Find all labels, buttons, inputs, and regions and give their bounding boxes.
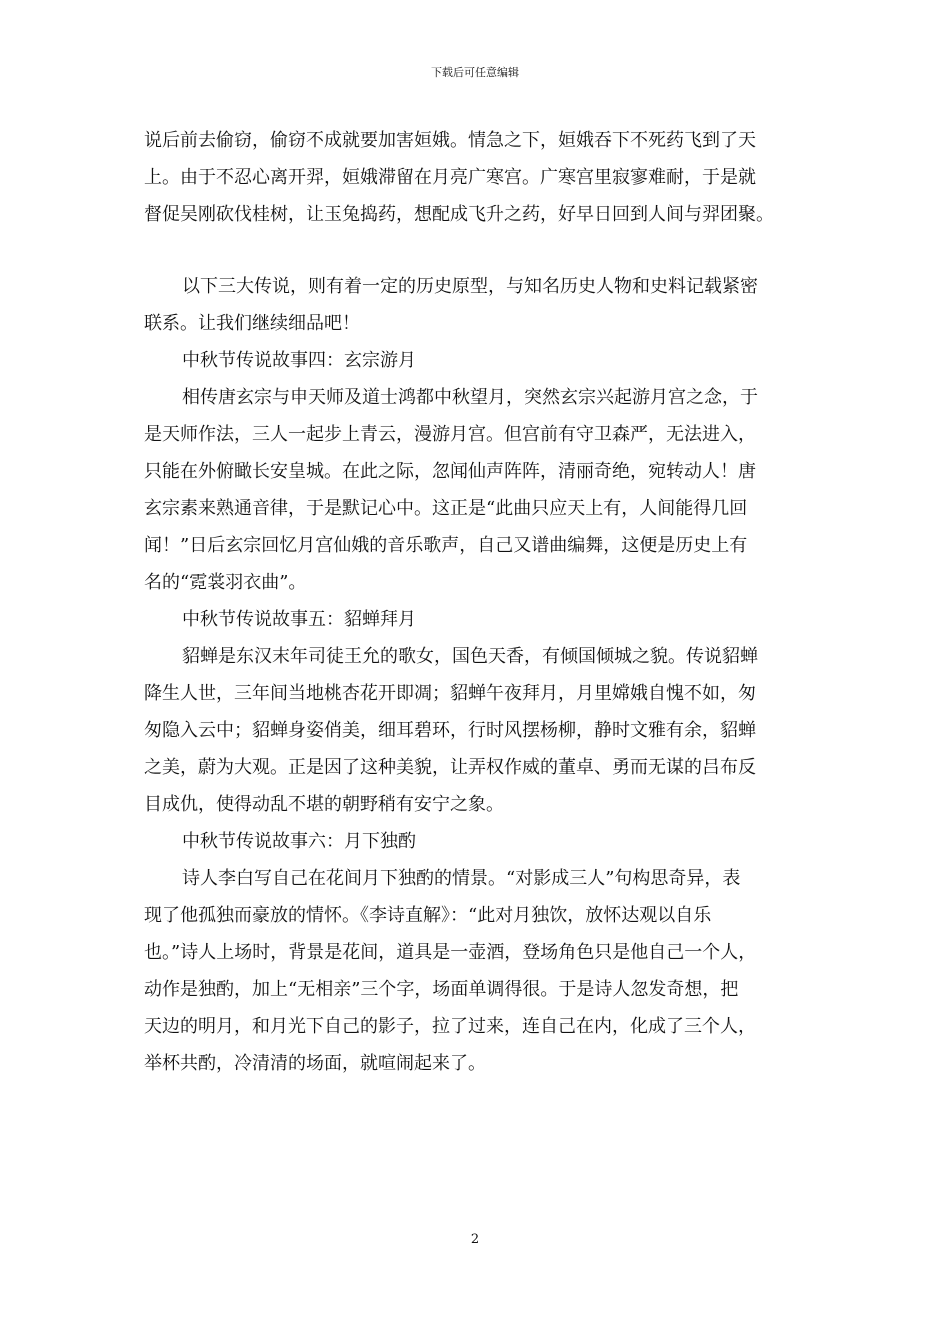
story-4-line: 相传唐玄宗与申天师及道士鸿都中秋望月，突然玄宗兴起游月宫之念，于 bbox=[182, 387, 758, 408]
story-6-line: 天边的明月，和月光下自己的影子，拉了过来，连自己在内，化成了三个人， bbox=[144, 1016, 756, 1037]
story-5-line: 匆隐入云中；貂蝉身姿俏美，细耳碧环，行时风摆杨柳，静时文雅有余，貂蝉 bbox=[144, 720, 756, 741]
story-6-line: 也。”诗人上场时，背景是花间，道具是一壶酒，登场角色只是他自己一个人， bbox=[144, 942, 757, 963]
story-6-line: 举杯共酌，冷清清的场面，就喧闹起来了。 bbox=[144, 1053, 486, 1074]
story-5-heading: 中秋节传说故事五：貂蝉拜月 bbox=[182, 609, 416, 630]
paragraph-intro-line: 以下三大传说，则有着一定的历史原型，与知名历史人物和史料记载紧密 bbox=[182, 276, 758, 297]
story-6-line: 诗人李白写自己在花间月下独酌的情景。“对影成三人”句构思奇异，表 bbox=[182, 868, 741, 889]
story-5-line: 貂蝉是东汉末年司徒王允的歌女，国色天香，有倾国倾城之貌。传说貂蝉 bbox=[182, 646, 758, 667]
text-line: 说后前去偷窃，偷窃不成就要加害姮娥。情急之下，姮娥吞下不死药飞到了天 bbox=[144, 130, 756, 151]
page-number: 2 bbox=[470, 1232, 480, 1247]
story-5-line: 目成仇，使得动乱不堪的朝野稍有安宁之象。 bbox=[144, 794, 504, 815]
text-line: 督促吴刚砍伐桂树，让玉兔捣药，想配成飞升之药，好早日回到人间与羿团聚。 bbox=[144, 204, 774, 225]
story-4-line: 是天师作法，三人一起步上青云，漫游月宫。但宫前有守卫森严，无法进入， bbox=[144, 424, 756, 445]
story-5-line: 之美，蔚为大观。正是因了这种美貌，让弄权作威的董卓、勇而无谋的吕布反 bbox=[144, 757, 756, 778]
story-4-line: 闻！”日后玄宗回忆月宫仙娥的音乐歌声，自己又谱曲编舞，这便是历史上有 bbox=[144, 535, 748, 556]
story-4-line: 名的“霓裳羽衣曲”。 bbox=[144, 572, 307, 593]
text-line: 上。由于不忍心离开羿，姮娥滞留在月亮广寒宫。广寒宫里寂寥难耐，于是就 bbox=[144, 167, 756, 188]
story-6-line: 现了他孤独而豪放的情怀。《李诗直解》：“此对月独饮，放怀达观以自乐 bbox=[144, 905, 712, 926]
text-block-2 bbox=[144, 268, 820, 1082]
text-block-1 bbox=[144, 122, 820, 233]
story-6-line: 动作是独酌，加上“无相亲”三个字，场面单调得很。于是诗人忽发奇想，把 bbox=[144, 979, 739, 1000]
story-4-heading: 中秋节传说故事四：玄宗游月 bbox=[182, 350, 416, 371]
story-4-line: 玄宗素来熟通音律，于是默记心中。这正是“此曲只应天上有，人间能得几回 bbox=[144, 498, 748, 519]
story-5-line: 降生人世，三年间当地桃杏花开即凋；貂蝉午夜拜月，月里嫦娥自愧不如，匆 bbox=[144, 683, 756, 704]
page-header: 下载后可任意编辑 bbox=[431, 66, 519, 79]
story-4-line: 只能在外俯瞰长安皇城。在此之际，忽闻仙声阵阵，清丽奇绝，宛转动人！唐 bbox=[144, 461, 756, 482]
paragraph-intro-line: 联系。让我们继续细品吧！ bbox=[144, 313, 360, 334]
story-6-heading: 中秋节传说故事六：月下独酌 bbox=[182, 831, 416, 852]
